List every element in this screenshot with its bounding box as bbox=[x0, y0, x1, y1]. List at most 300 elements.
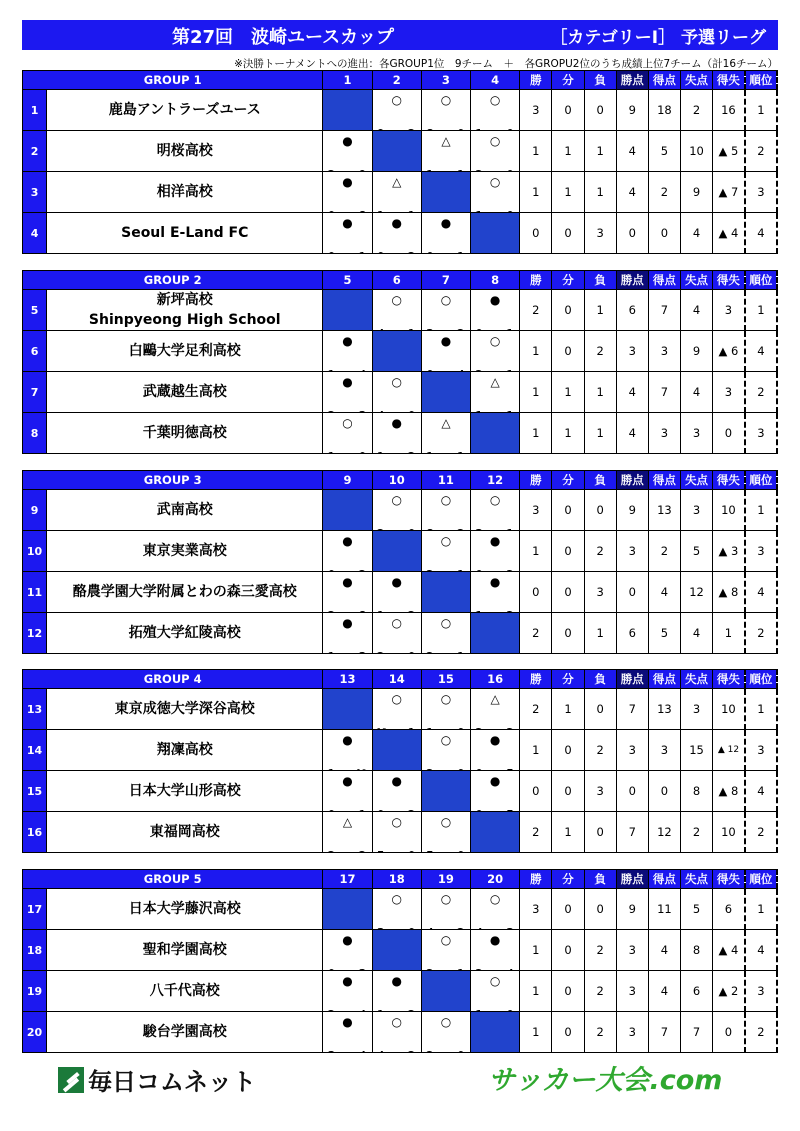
goals-against bbox=[457, 651, 465, 654]
score-dash bbox=[394, 727, 405, 730]
stat-gf: 3 bbox=[648, 413, 680, 454]
goals-against bbox=[358, 1050, 366, 1053]
stat-rank: 3 bbox=[745, 730, 777, 771]
self-match-cell bbox=[421, 771, 470, 812]
match-result bbox=[421, 290, 470, 331]
column-header-rank: 順位 bbox=[745, 471, 777, 490]
result-mark: △ bbox=[441, 134, 451, 148]
match-result bbox=[372, 812, 421, 853]
team-name: 東福岡高校 bbox=[47, 812, 323, 853]
goals-for bbox=[475, 410, 483, 413]
table-row bbox=[23, 572, 778, 613]
stat-w: 1 bbox=[520, 971, 552, 1012]
goals-for bbox=[475, 809, 483, 812]
column-header-draw: 分 bbox=[552, 71, 584, 90]
goals-for bbox=[426, 451, 434, 454]
stat-rank: 2 bbox=[745, 372, 777, 413]
score-dash bbox=[492, 610, 503, 613]
stat-d: 0 bbox=[552, 490, 584, 531]
match-result bbox=[323, 1012, 372, 1053]
column-header-win: 勝 bbox=[520, 670, 552, 689]
goals-against bbox=[408, 128, 416, 131]
group-table bbox=[22, 470, 778, 654]
stat-w: 2 bbox=[520, 290, 552, 331]
score-dash bbox=[492, 210, 503, 213]
column-header-ga: 失点 bbox=[680, 670, 712, 689]
match-result bbox=[372, 213, 421, 254]
group-name: GROUP 1 bbox=[23, 71, 323, 90]
stat-pt: 6 bbox=[616, 290, 648, 331]
team-number: 1 bbox=[23, 90, 47, 131]
stat-ga: 10 bbox=[680, 131, 712, 172]
stat-gd: 0 bbox=[713, 1012, 745, 1053]
match-result bbox=[421, 213, 470, 254]
goals-against bbox=[408, 727, 416, 730]
table-row bbox=[23, 372, 778, 413]
group-table bbox=[22, 270, 778, 454]
stat-pt: 4 bbox=[616, 131, 648, 172]
stat-ga: 5 bbox=[680, 531, 712, 572]
stat-gd: 0 bbox=[713, 413, 745, 454]
stat-l: 2 bbox=[584, 930, 616, 971]
column-header-gd: 得失 bbox=[713, 870, 745, 889]
stat-gd: 10 bbox=[713, 490, 745, 531]
column-header-draw: 分 bbox=[552, 271, 584, 290]
goals-for bbox=[426, 850, 434, 853]
stat-rank: 3 bbox=[745, 531, 777, 572]
stat-w: 3 bbox=[520, 90, 552, 131]
goals-against bbox=[506, 1009, 514, 1012]
opponent-number-header: 11 bbox=[421, 471, 470, 490]
column-header-points: 勝点 bbox=[616, 71, 648, 90]
column-header-gf: 得点 bbox=[648, 670, 680, 689]
column-header-draw: 分 bbox=[552, 670, 584, 689]
score-dash bbox=[443, 169, 454, 172]
column-header-gd: 得失 bbox=[713, 71, 745, 90]
match-result bbox=[471, 372, 520, 413]
stat-ga: 15 bbox=[680, 730, 712, 771]
result-mark: △ bbox=[342, 815, 353, 829]
stat-gd: 10 bbox=[713, 812, 745, 853]
team-name: Seoul E-Land FC bbox=[47, 213, 323, 254]
stat-gd: ▲ 3 bbox=[713, 531, 745, 572]
stat-d: 0 bbox=[552, 1012, 584, 1053]
stat-gf: 2 bbox=[648, 172, 680, 213]
match-result bbox=[372, 771, 421, 812]
stat-rank: 4 bbox=[745, 572, 777, 613]
stat-ga: 3 bbox=[680, 413, 712, 454]
match-result bbox=[471, 290, 520, 331]
stat-ga: 8 bbox=[680, 771, 712, 812]
score-dash bbox=[443, 251, 454, 254]
stat-l: 1 bbox=[584, 413, 616, 454]
result-mark: ● bbox=[440, 334, 452, 348]
team-name: 翔凜高校 bbox=[47, 730, 323, 771]
stat-l: 1 bbox=[584, 172, 616, 213]
column-header-loss: 負 bbox=[584, 670, 616, 689]
column-header-loss: 負 bbox=[584, 71, 616, 90]
team-number: 9 bbox=[23, 490, 47, 531]
stat-pt: 0 bbox=[616, 213, 648, 254]
goals-for bbox=[475, 610, 483, 613]
score-dash bbox=[492, 1009, 503, 1012]
group-name: GROUP 2 bbox=[23, 271, 323, 290]
comnet-logo-text: 毎日コムネット bbox=[88, 1068, 256, 1096]
score-dash bbox=[492, 410, 503, 413]
stat-ga: 9 bbox=[680, 331, 712, 372]
column-header-points: 勝点 bbox=[616, 471, 648, 490]
stat-d: 0 bbox=[552, 971, 584, 1012]
stat-d: 1 bbox=[552, 131, 584, 172]
team-number: 8 bbox=[23, 413, 47, 454]
goals-for bbox=[426, 169, 434, 172]
self-match-cell bbox=[471, 812, 520, 853]
stat-gd: 10 bbox=[713, 689, 745, 730]
stat-gd: 6 bbox=[713, 889, 745, 930]
self-match-cell bbox=[323, 490, 372, 531]
team-number: 17 bbox=[23, 889, 47, 930]
opponent-number-header: 14 bbox=[372, 670, 421, 689]
stat-gf: 4 bbox=[648, 930, 680, 971]
self-match-cell bbox=[323, 90, 372, 131]
goals-for bbox=[327, 451, 335, 454]
self-match-cell bbox=[421, 372, 470, 413]
team-name: 駿台学園高校 bbox=[47, 1012, 323, 1053]
stat-ga: 4 bbox=[680, 213, 712, 254]
result-mark: ○ bbox=[391, 815, 402, 829]
column-header-loss: 負 bbox=[584, 870, 616, 889]
team-name: 明桜高校 bbox=[47, 131, 323, 172]
score-dash bbox=[344, 451, 355, 454]
result-mark: ○ bbox=[489, 175, 501, 189]
result-mark: ● bbox=[342, 134, 353, 148]
result-mark: ○ bbox=[391, 493, 402, 507]
opponent-number-header: 10 bbox=[372, 471, 421, 490]
self-match-cell bbox=[471, 1012, 520, 1053]
group-table bbox=[22, 869, 778, 1053]
match-result bbox=[421, 689, 470, 730]
team-name: 武蔵越生高校 bbox=[47, 372, 323, 413]
self-match-cell bbox=[471, 413, 520, 454]
stat-gd: ▲ 6 bbox=[713, 331, 745, 372]
match-result bbox=[471, 730, 520, 771]
match-result bbox=[323, 613, 372, 654]
stat-l: 1 bbox=[584, 613, 616, 654]
goals-against bbox=[408, 651, 416, 654]
goals-for bbox=[377, 927, 385, 930]
table-row bbox=[23, 490, 778, 531]
result-mark: ● bbox=[489, 534, 501, 548]
stat-gf: 11 bbox=[648, 889, 680, 930]
match-result bbox=[421, 531, 470, 572]
stat-w: 0 bbox=[520, 213, 552, 254]
result-mark: ○ bbox=[440, 892, 452, 906]
mainichi-comnet-logo bbox=[58, 1062, 256, 1097]
goals-for bbox=[475, 1009, 483, 1012]
team-number: 16 bbox=[23, 812, 47, 853]
stat-rank: 2 bbox=[745, 131, 777, 172]
goals-against bbox=[457, 169, 465, 172]
stat-ga: 4 bbox=[680, 613, 712, 654]
stat-ga: 6 bbox=[680, 971, 712, 1012]
stat-w: 1 bbox=[520, 413, 552, 454]
goals-for bbox=[377, 1050, 385, 1053]
opponent-number-header: 3 bbox=[421, 71, 470, 90]
goals-for bbox=[426, 768, 434, 771]
result-mark: ● bbox=[391, 416, 402, 430]
match-result bbox=[471, 689, 520, 730]
match-result bbox=[372, 413, 421, 454]
column-header-ga: 失点 bbox=[680, 471, 712, 490]
opponent-number-header: 9 bbox=[323, 471, 372, 490]
stat-pt: 3 bbox=[616, 1012, 648, 1053]
goals-against bbox=[408, 850, 416, 853]
title-bar bbox=[22, 20, 778, 50]
stat-gf: 7 bbox=[648, 290, 680, 331]
column-header-rank: 順位 bbox=[745, 271, 777, 290]
score-dash bbox=[443, 968, 454, 971]
column-header-gf: 得点 bbox=[648, 471, 680, 490]
self-match-cell bbox=[372, 531, 421, 572]
goals-against bbox=[408, 1050, 416, 1053]
match-result bbox=[323, 971, 372, 1012]
stat-rank: 4 bbox=[745, 213, 777, 254]
team-number: 13 bbox=[23, 689, 47, 730]
match-result bbox=[471, 490, 520, 531]
goals-against bbox=[506, 610, 514, 613]
result-mark: ● bbox=[342, 175, 353, 189]
table-row bbox=[23, 90, 778, 131]
table-row bbox=[23, 213, 778, 254]
result-mark: ● bbox=[342, 534, 353, 548]
stat-rank: 1 bbox=[745, 90, 777, 131]
stat-w: 1 bbox=[520, 331, 552, 372]
team-name: 武南高校 bbox=[47, 490, 323, 531]
result-mark: ● bbox=[489, 774, 501, 788]
column-header-loss: 負 bbox=[584, 271, 616, 290]
result-mark: ○ bbox=[440, 293, 452, 307]
stat-w: 1 bbox=[520, 1012, 552, 1053]
soccer-taikai-logo: サッカー大会.com bbox=[488, 1065, 723, 1096]
team-name: 日本大学藤沢高校 bbox=[47, 889, 323, 930]
table-row bbox=[23, 889, 778, 930]
category-label: ［カテゴリーⅠ］ 予選リーグ bbox=[550, 28, 766, 48]
stat-gd: 3 bbox=[713, 372, 745, 413]
team-number: 11 bbox=[23, 572, 47, 613]
column-header-gf: 得点 bbox=[648, 71, 680, 90]
result-mark: ● bbox=[342, 733, 353, 747]
opponent-number-header: 16 bbox=[471, 670, 520, 689]
result-mark: ● bbox=[391, 216, 402, 230]
stat-gf: 7 bbox=[648, 1012, 680, 1053]
goals-for bbox=[377, 251, 385, 254]
goals-for bbox=[377, 328, 385, 331]
table-row bbox=[23, 131, 778, 172]
match-result bbox=[421, 613, 470, 654]
result-mark: ● bbox=[342, 334, 353, 348]
team-name: 聖和学園高校 bbox=[47, 930, 323, 971]
team-number: 10 bbox=[23, 531, 47, 572]
stat-ga: 5 bbox=[680, 889, 712, 930]
stat-w: 2 bbox=[520, 613, 552, 654]
team-name: 日本大学山形高校 bbox=[47, 771, 323, 812]
match-result bbox=[323, 131, 372, 172]
match-result bbox=[372, 290, 421, 331]
match-result bbox=[421, 730, 470, 771]
result-mark: ● bbox=[342, 974, 353, 988]
column-header-rank: 順位 bbox=[745, 870, 777, 889]
stat-pt: 4 bbox=[616, 413, 648, 454]
result-mark: △ bbox=[392, 175, 402, 189]
score-dash bbox=[443, 569, 454, 572]
result-mark: ○ bbox=[440, 815, 452, 829]
stat-rank: 2 bbox=[745, 812, 777, 853]
team-name: 鹿島アントラーズユース bbox=[47, 90, 323, 131]
goals-against bbox=[408, 251, 416, 254]
stat-gf: 5 bbox=[648, 131, 680, 172]
stat-pt: 9 bbox=[616, 90, 648, 131]
stat-gf: 4 bbox=[648, 572, 680, 613]
stat-gf: 13 bbox=[648, 689, 680, 730]
goals-for bbox=[377, 727, 387, 730]
score-dash bbox=[394, 850, 405, 853]
opponent-number-header: 20 bbox=[471, 870, 520, 889]
result-mark: ○ bbox=[440, 933, 452, 947]
stat-pt: 3 bbox=[616, 930, 648, 971]
team-number: 18 bbox=[23, 930, 47, 971]
result-mark: ● bbox=[489, 293, 501, 307]
match-result bbox=[471, 971, 520, 1012]
goals-for bbox=[327, 651, 335, 654]
result-mark: ● bbox=[489, 933, 501, 947]
result-mark: ○ bbox=[489, 134, 501, 148]
goals-against bbox=[457, 768, 465, 771]
stat-ga: 3 bbox=[680, 689, 712, 730]
score-dash bbox=[394, 927, 405, 930]
column-header-rank: 順位 bbox=[745, 71, 777, 90]
stat-gd: 1 bbox=[713, 613, 745, 654]
match-result bbox=[372, 689, 421, 730]
goals-against bbox=[408, 328, 416, 331]
stat-l: 1 bbox=[584, 290, 616, 331]
goals-against bbox=[457, 569, 465, 572]
team-number: 2 bbox=[23, 131, 47, 172]
score-dash bbox=[394, 251, 405, 254]
stat-gf: 0 bbox=[648, 771, 680, 812]
match-result bbox=[372, 172, 421, 213]
score-dash bbox=[443, 1050, 454, 1053]
stat-ga: 3 bbox=[680, 490, 712, 531]
stat-pt: 0 bbox=[616, 572, 648, 613]
score-dash bbox=[394, 651, 405, 654]
stat-l: 0 bbox=[584, 90, 616, 131]
column-header-gd: 得失 bbox=[713, 271, 745, 290]
goals-against bbox=[358, 451, 366, 454]
team-name: 八千代高校 bbox=[47, 971, 323, 1012]
result-mark: ○ bbox=[391, 692, 402, 706]
stat-ga: 2 bbox=[680, 90, 712, 131]
score-dash bbox=[443, 768, 454, 771]
stat-gf: 18 bbox=[648, 90, 680, 131]
goals-for bbox=[426, 569, 434, 572]
column-header-draw: 分 bbox=[552, 870, 584, 889]
stat-gf: 5 bbox=[648, 613, 680, 654]
goals-against bbox=[457, 850, 465, 853]
goals-against bbox=[506, 809, 514, 812]
score-dash bbox=[344, 251, 355, 254]
table-row bbox=[23, 172, 778, 213]
stat-l: 3 bbox=[584, 572, 616, 613]
stat-w: 2 bbox=[520, 689, 552, 730]
goals-against bbox=[506, 210, 514, 213]
match-result bbox=[323, 730, 372, 771]
result-mark: ○ bbox=[440, 733, 452, 747]
goals-against bbox=[408, 927, 416, 930]
group-name: GROUP 5 bbox=[23, 870, 323, 889]
score-dash bbox=[344, 1050, 355, 1053]
team-name: 白鷗大学足利高校 bbox=[47, 331, 323, 372]
match-result bbox=[471, 331, 520, 372]
column-header-ga: 失点 bbox=[680, 870, 712, 889]
result-mark: ○ bbox=[440, 616, 452, 630]
stat-d: 0 bbox=[552, 930, 584, 971]
stat-l: 3 bbox=[584, 771, 616, 812]
page-title: 第27回 波崎ユースカップ bbox=[172, 27, 394, 48]
column-header-ga: 失点 bbox=[680, 71, 712, 90]
stat-ga: 8 bbox=[680, 930, 712, 971]
result-mark: ● bbox=[342, 216, 353, 230]
stat-pt: 4 bbox=[616, 372, 648, 413]
opponent-number-header: 2 bbox=[372, 71, 421, 90]
score-dash bbox=[443, 850, 454, 853]
score-dash bbox=[394, 328, 405, 331]
match-result bbox=[323, 172, 372, 213]
score-dash bbox=[443, 451, 454, 454]
goals-for bbox=[327, 1050, 335, 1053]
stat-l: 1 bbox=[584, 372, 616, 413]
stat-d: 1 bbox=[552, 172, 584, 213]
result-mark: ○ bbox=[440, 534, 452, 548]
table-row bbox=[23, 1012, 778, 1053]
stat-rank: 4 bbox=[745, 771, 777, 812]
match-result bbox=[471, 131, 520, 172]
match-result bbox=[471, 930, 520, 971]
table-row bbox=[23, 613, 778, 654]
goals-against bbox=[457, 968, 465, 971]
result-mark: ● bbox=[489, 575, 501, 589]
score-dash bbox=[492, 809, 503, 812]
self-match-cell bbox=[323, 889, 372, 930]
column-header-gd: 得失 bbox=[713, 471, 745, 490]
match-result bbox=[471, 771, 520, 812]
match-result bbox=[323, 372, 372, 413]
stat-ga: 12 bbox=[680, 572, 712, 613]
column-header-win: 勝 bbox=[520, 471, 552, 490]
goals-for bbox=[426, 1050, 434, 1053]
result-mark: △ bbox=[490, 692, 500, 706]
stat-gd: 16 bbox=[713, 90, 745, 131]
self-match-cell bbox=[323, 290, 372, 331]
score-dash bbox=[344, 651, 355, 654]
result-mark: ○ bbox=[391, 93, 402, 107]
column-header-loss: 負 bbox=[584, 471, 616, 490]
group-name: GROUP 3 bbox=[23, 471, 323, 490]
match-result bbox=[421, 90, 470, 131]
stat-pt: 7 bbox=[616, 689, 648, 730]
stat-ga: 7 bbox=[680, 1012, 712, 1053]
stat-d: 0 bbox=[552, 290, 584, 331]
goals-against bbox=[358, 651, 366, 654]
